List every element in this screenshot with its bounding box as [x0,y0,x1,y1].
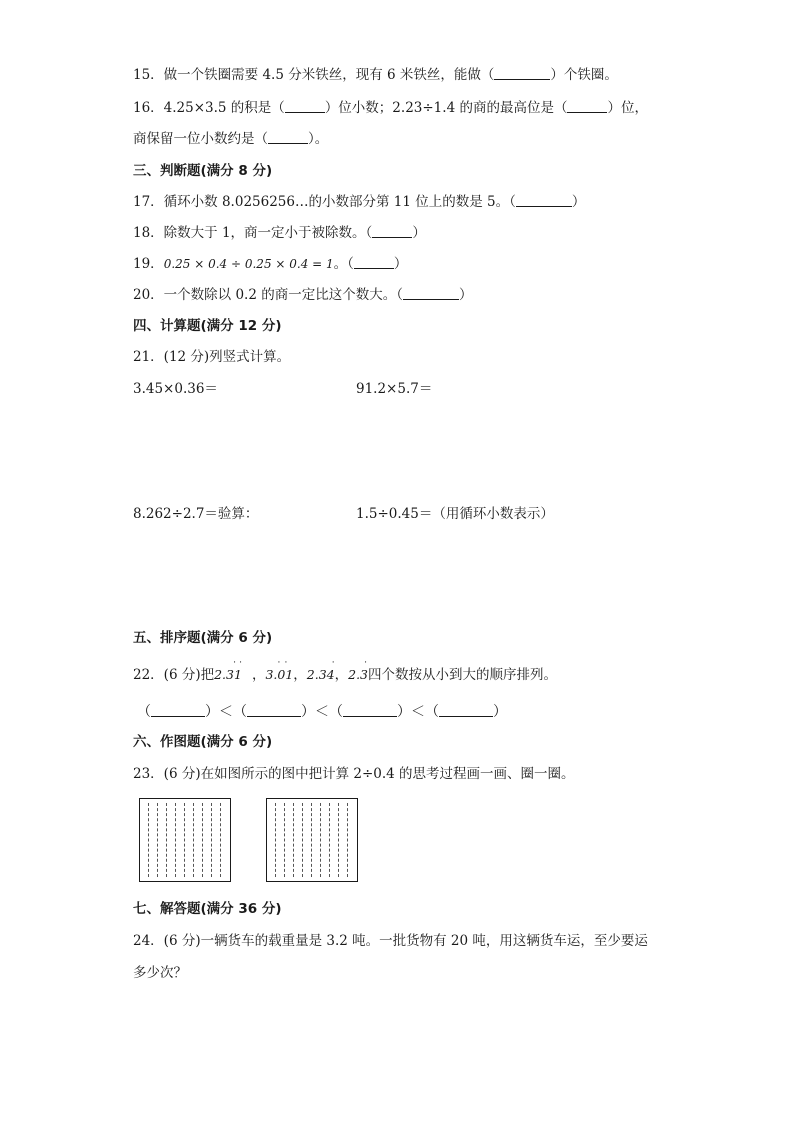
calc-item-4: 1.5÷0.45＝（用循环小数表示） [356,506,554,522]
ordering-answer-row [137,703,507,721]
q22-text: 22．(6 分)把 [133,667,215,683]
answer-blank[interactable] [343,704,397,717]
q15-text: 15．做一个铁圈需要 4.5 分米铁丝，现有 6 米铁丝，能做（ [133,67,495,83]
repeat-dot: · [233,658,236,668]
answer-blank[interactable] [354,256,394,269]
q16-text: 商保留一位小数约是（ [133,131,268,147]
question-18 [133,224,426,242]
calc-item-2: 91.2×5.7＝ [356,381,433,397]
answer-blank[interactable] [372,225,412,238]
q17-text: 17．循环小数 8.0256256…的小数部分第 11 位上的数是 5。（ [133,194,516,210]
answer-blank[interactable] [439,704,493,717]
less-than-sign: ＜ [219,704,233,720]
less-than-sign: ＜ [315,704,329,720]
question-16 [133,99,648,117]
question-20 [133,286,472,304]
repeat-dot: · [331,658,335,668]
section-heading: 三、判断题(满分 8 分) [133,163,273,179]
repeating-decimal: 2.31 · · [214,658,242,682]
q18-text: 18．除数大于 1，商一定小于被除数。（ [133,225,373,241]
answer-blank[interactable] [403,287,459,300]
answer-blank[interactable] [494,67,550,80]
calc-item-1: 3.45×0.36＝ [133,381,218,397]
paren: ） [301,704,315,720]
repeating-decimal: 2.3 · [348,658,369,682]
section-heading: 四、计算题(满分 12 分) [133,318,282,334]
question-24-line2: 多少次？ [133,965,187,981]
paren: （ [329,704,343,720]
q19-number: 19． [133,256,164,272]
q16-text: ）位， [607,100,648,116]
answer-blank[interactable] [516,194,572,207]
q16-text: ）。 [308,131,329,147]
q15-text-end: ）个铁圈。 [550,67,618,83]
repeating-decimal: 2.34 · [306,658,335,682]
answer-blank[interactable] [151,704,205,717]
repeating-decimal: 3.01 · · [265,658,294,682]
paren: （ [233,704,247,720]
question-19 [133,255,407,273]
q22-sep: ， [251,667,266,683]
answer-blank[interactable] [567,100,607,113]
q22-text: 四个数按从小到大的顺序排列。 [368,667,558,683]
paren: ） [205,704,219,720]
question-23: 23．(6 分)在如图所示的图中把计算 2÷0.4 的思考过程画一画、圈一圈。 [133,766,575,782]
paren: （ [137,704,151,720]
question-16-line2 [133,130,328,148]
repeat-dot: · [284,658,288,668]
question-24: 24．(6 分)一辆货车的载重量是 3.2 吨。一批货物有 20 吨，用这辆货车运，至少要运 [133,933,648,949]
paren: ） [397,704,411,720]
question-15 [133,66,618,84]
question-21-title: 21．(12 分)列竖式计算。 [133,349,291,365]
question-17 [133,193,585,211]
section-heading: 五、排序题(满分 6 分) [133,630,273,646]
q19-expression: 0.25 × 0.4 ÷ 0.25 × 0.4 = 1 [163,257,334,271]
answer-blank[interactable] [268,131,308,144]
question-22 [133,658,558,684]
section-heading: 六、作图题(满分 6 分) [133,734,273,750]
repeat-dot: · [277,658,281,668]
q22-sep: ， [293,667,307,683]
q22-sep: ， [334,667,349,683]
q17-text: ） [571,194,586,210]
paren: ） [493,704,507,720]
q16-text: ）位小数；2.23÷1.4 的商的最高位是（ [324,100,568,116]
repeat-dot: · [239,658,242,668]
calc-item-3: 8.262÷2.7＝验算： [133,506,259,522]
repeat-dot: · [364,658,367,668]
section-heading: 七、解答题(满分 36 分) [133,901,282,917]
q19-text: ） [393,256,408,272]
grid-figure-1[interactable] [139,798,231,882]
less-than-sign: ＜ [411,704,425,720]
q20-text: 20．一个数除以 0.2 的商一定比这个数大。（ [133,287,403,303]
q19-text: 。（ [333,256,354,272]
q20-text: ） [458,287,473,303]
paren: （ [425,704,439,720]
q16-text: 16．4.25×3.5 的积是（ [133,100,285,116]
q18-text: ） [412,225,426,241]
grid-figure-2[interactable] [266,798,358,882]
answer-blank[interactable] [285,100,325,113]
answer-blank[interactable] [247,704,301,717]
